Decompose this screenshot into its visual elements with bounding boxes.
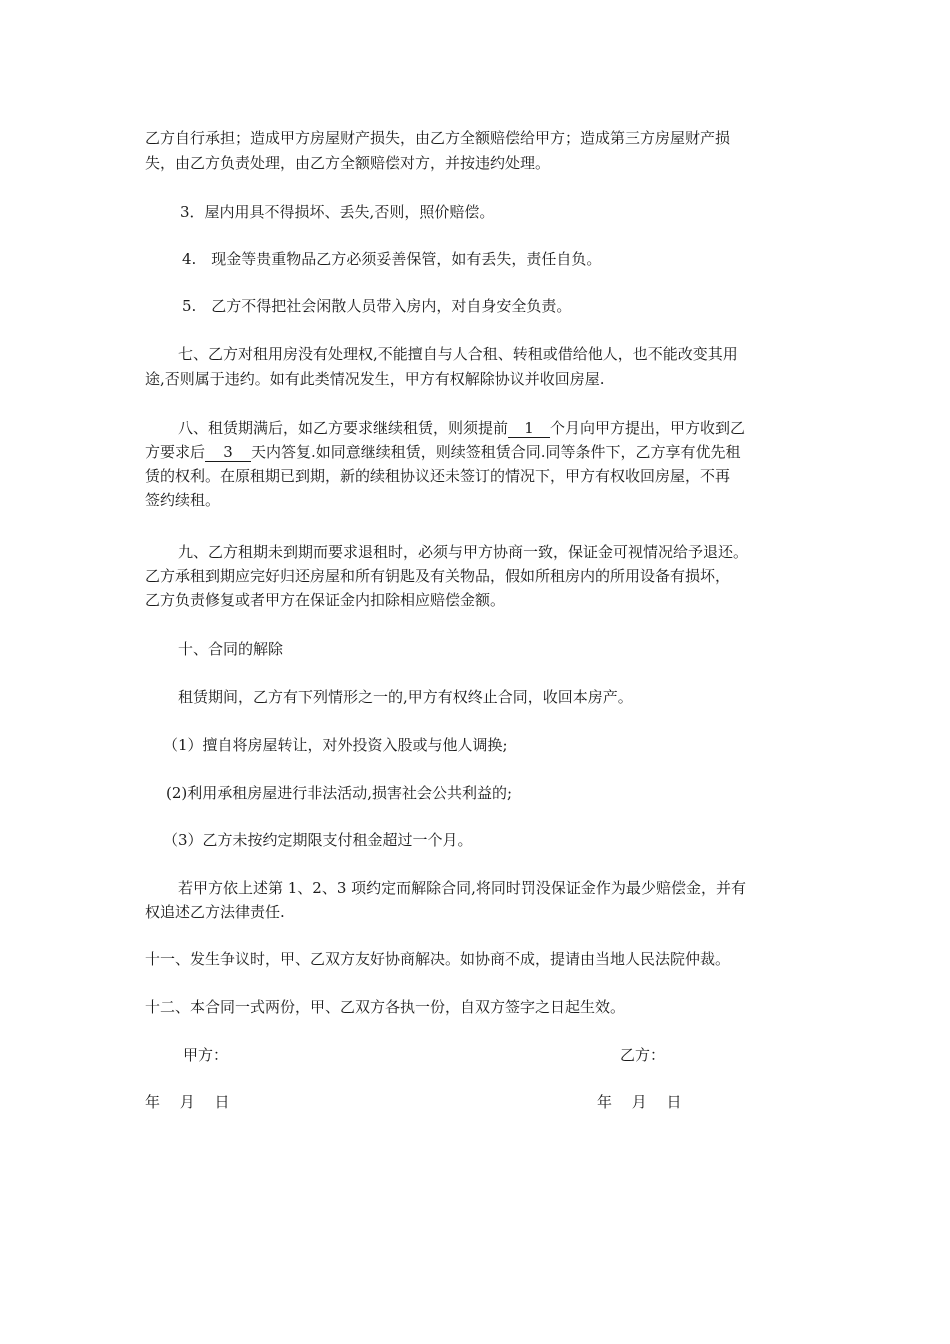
penalty-line-1: 若甲方依上述第 1、2、3 项约定而解除合同,将同时罚没保证金作为最少赔偿金，并有 [178,879,746,897]
intro-line-2: 失，由乙方负责处理，由乙方全额赔偿对方，并按违约处理。 [145,154,551,172]
party-a-signature-label: 甲方： [183,1046,229,1064]
renewal-months-blank: 1 [508,419,550,438]
party-b-date: 年 月 日 [597,1093,682,1111]
termination-case-3: （3）乙方未按约定期限支付租金超过一个月。 [163,831,473,849]
section-9-line-2: 乙方承租到期应完好归还房屋和所有钥匙及有关物品，假如所租房内的所用设备有损坏， [145,567,731,585]
section-8-text-b: 个月向甲方提出，甲方收到乙 [550,419,746,437]
section-7-line-1: 七、乙方对租用房没有处理权,不能擅自与人合租、转租或借给他人，也不能改变其用 [178,345,738,363]
penalty-line-2: 权追述乙方法律责任. [145,903,285,921]
clause-item-5: 5. 乙方不得把社会闲散人员带入房内，对自身安全负责。 [182,297,572,315]
termination-case-1: （1）擅自将房屋转让，对外投资入股或与他人调换; [163,736,508,754]
section-10-intro: 租赁期间，乙方有下列情形之一的,甲方有权终止合同，收回本房产。 [178,688,633,706]
clause-item-3: 3．屋内用具不得损坏、丢失,否则，照价赔偿。 [180,203,495,221]
section-8-text-a: 八、租赁期满后，如乙方要求继续租赁，则须提前 [178,419,509,437]
section-8-line-2 [145,439,815,465]
section-11: 十一、发生争议时，甲、乙双方友好协商解决。如协商不成，提请由当地人民法院仲裁。 [145,950,731,968]
section-8-text-d: 天内答复.如同意继续租赁，则续签租赁合同.同等条件下，乙方享有优先租 [251,443,741,461]
section-9-line-1: 九、乙方租期未到期而要求退租时，必须与甲方协商一致，保证金可视情况给予退还。 [178,543,749,561]
intro-line-1: 乙方自行承担；造成甲方房屋财产损失，由乙方全额赔偿给甲方；造成第三方房屋财产损 [145,129,731,147]
reply-days-blank: 3 [205,443,251,462]
section-8-text-c: 方要求后 [145,443,206,461]
section-10-title: 十、合同的解除 [178,640,284,658]
section-8-line-3: 赁的权利。在原租期已到期，新的续租协议还未签订的情况下，甲方有权收回房屋，不再 [145,467,731,485]
section-8-line-1 [178,415,848,441]
section-7-line-2: 途,否则属于违约。如有此类情况发生，甲方有权解除协议并收回房屋. [145,370,605,388]
section-8-line-4: 签约续租。 [145,491,221,509]
section-12: 十二、本合同一式两份，甲、乙双方各执一份，自双方签字之日起生效。 [145,998,626,1016]
clause-item-4: 4. 现金等贵重物品乙方必须妥善保管，如有丢失，责任自负。 [182,250,602,268]
party-a-date: 年 月 日 [145,1093,230,1111]
party-b-signature-label: 乙方： [620,1046,666,1064]
termination-case-2: (2)利用承租房屋进行非法活动,损害社会公共利益的; [166,784,513,802]
section-9-line-3: 乙方负责修复或者甲方在保证金内扣除相应赔偿金额。 [145,591,506,609]
